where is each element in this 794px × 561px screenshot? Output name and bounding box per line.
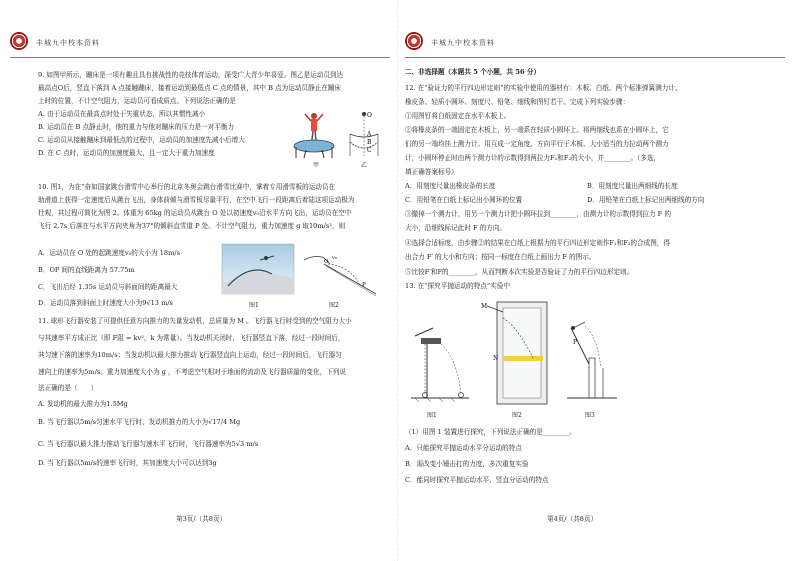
fig2-caption: 图2: [329, 302, 339, 309]
fig-yi-caption: 乙: [361, 162, 368, 169]
left-header-rule: [10, 57, 390, 58]
q10-option-b: B．OP 间的直线距离为 57.75m: [38, 266, 135, 274]
q13-fig1-caption: 图1: [427, 412, 437, 419]
q12-step2-line1: ②将橡皮条的一端固定在木板上，另一端系在轻质小圆环上。将两细线也系在小圆环上，它: [405, 126, 669, 134]
q13-fig2-caption: 图2: [512, 412, 522, 419]
school-logo-icon: [405, 32, 423, 50]
left-header: [10, 32, 390, 54]
school-logo-icon: [10, 32, 28, 50]
fig1-caption: 图1: [249, 302, 259, 309]
label-o: O: [367, 112, 372, 119]
q11-stem-line1: 11. 球形飞行器安装了可提供任意方向推力的矢量发动机，总质量为 M 。飞行器飞行时受到的空气阻力大小: [38, 317, 352, 325]
q12-step3-line1: ③撤掉一个测力计，用另一个测力计把小圆环拉到________，由测力计的示数得到拉力 F 的: [405, 210, 671, 218]
q12-step2-line2: 们的另一端均挂上测力计。用互成一定角度、方向平行于木板、大小适当的力拉动两个测力: [405, 140, 669, 148]
q11-stem-line2: 与其速率平方成正比（即 F阻 = kv²，k 为常量）。当发动机关闭时，飞行器竖直下落，经过一段时间后，: [38, 334, 345, 342]
q12-step3-line2: 大小，沿细线标记此时 F 的方向。: [405, 224, 507, 232]
q9-option-b: B. 运动员在 B 点静止时，他的重力与他对蹦床的压力是一对平衡力: [38, 123, 235, 131]
q9-option-d: D. 在 C 点时，运动员的加速度最大，且一定大于重力加速度: [38, 149, 215, 157]
q12-step2-line4: 填正确答案标号）: [405, 168, 458, 176]
label-a: A: [367, 131, 372, 138]
q9-stem-line1: 9. 如图甲所示，蹦床是一项有趣且具有挑战性的竞技体育运动，深受广大青少年喜爱。图乙是运动员到达: [38, 71, 344, 79]
label-p: P: [362, 282, 366, 288]
q11-option-b: B. 当飞行器以5m/s匀速水平飞行时，发动机推力的大小为√17/4 Mg: [38, 418, 241, 426]
left-header-school: 丰城九中校本资料: [36, 39, 100, 47]
q12-stem-line1: 12. 在“验证力的平行四边形定则”的实验中使用的器材有：木板、白纸、两个标准弹簧测力计、: [405, 84, 682, 92]
label-c: C: [367, 147, 372, 154]
label-o-fig2: O: [324, 259, 329, 265]
q11-stem-line5: 法正确的是（ ）: [38, 384, 98, 392]
q12-step4-line1: ④选择合适标度，由步骤②的结果在白纸上根据力的平行四边形定则作F₁和F₂的合成图，得: [405, 239, 670, 247]
q13-part1: （1）用图 1 装置进行探究，下列说法正确的是________。: [405, 428, 576, 436]
q10-option-d: D．运动员落到斜面上时速度大小为9√13 m/s: [38, 299, 173, 307]
q10-stem-line2: 助滑道上获得一定速度后从跳台飞出，身体前倾与滑雪板尽量平行，在空中飞行一段距离后着陆这项运动极为: [38, 196, 355, 204]
q12-option-c: C．用铅笔在白纸上标记出小圆环的位置: [405, 196, 523, 204]
q12-step2-line3: 计，小圆环停止时由两个测力计的示数得到两拉力F₁和F₂的大小，并________。（多选，: [405, 154, 661, 162]
right-page-footer: 第4页/（共8页）: [547, 515, 598, 523]
q12-step4-line2: 出合力 F′ 的大小和方向；按同一标度在白纸上画出力 F 的图示。: [405, 253, 596, 261]
q11-option-d: D. 当飞行器以5m/s的速率飞行时，其加速度大小可以达到3g: [38, 459, 217, 467]
q13-option-b: B．需改变小锤击打的力度，多次重复实验: [405, 460, 529, 468]
section-title: 二、非选择题（本题共 5 个小题，共 56 分）: [405, 68, 541, 76]
label-n: N: [493, 355, 499, 362]
q11-stem-line3: 其匀速下落的速率为10m/s；当发动机以最大推力推动飞行器竖直向上运动，经过一段时间后，飞行器匀: [38, 351, 342, 359]
label-p-fig3: P: [573, 339, 578, 346]
q12-step5: ⑤比较F′和F的________，从而判断本次实验是否验证了力的平行四边形定则。: [405, 268, 634, 276]
q13-fig3-caption: 图3: [585, 412, 595, 419]
q9-trampoline-figure: [292, 110, 382, 168]
q10-option-c: C．飞出后经 1.35s 运动员与斜面间的距离最大: [38, 283, 178, 291]
q12-option-d: D．用铅笔在白纸上标记出两细线的方向: [587, 196, 705, 204]
q12-option-a: A．用刻度尺量出橡皮条的长度: [405, 182, 496, 190]
q10-ski-jump-figure: [220, 240, 380, 302]
q13-option-c: C．能同时探究平抛运动水平、竖直分运动的特点: [405, 476, 549, 484]
q12-step1: ①用图钉将白纸固定在水平木板上。: [405, 112, 511, 120]
q9-option-c: C. 运动员从接触蹦床到最低点的过程中，运动员的加速度先减小后增大: [38, 136, 245, 144]
label-b: B: [367, 139, 372, 146]
q12-stem-line2: 橡皮条、轻质小圆环、刻度尺、铅笔、细线和图钉若干。完成下列实验步骤：: [405, 98, 630, 106]
q10-option-a: A．运动员在 O 处的起跳速度v₀的大小为 18m/s: [38, 249, 180, 257]
q13-option-a: A．只能探究平抛运动水平分运动的特点: [405, 444, 522, 452]
right-page: [397, 0, 794, 561]
right-header-rule: [405, 57, 785, 58]
q9-stem-line2: 最高点O后，竖直下落到 A 点接触蹦床，接着运动到最低点 C 点的情景，其中 B 点为运动员静止在蹦床: [38, 84, 341, 92]
q11-option-a: A. 发动机的最大推力为1.5Mg: [38, 400, 128, 408]
q9-stem-line3: 上时的位置，不计空气阻力，运动员可看成质点。下列说法正确的是: [38, 97, 236, 105]
q10-stem-line3: 壮观，其过程可简化为图 2。体重为 65kg 的运动员从跳台 O 处以初速度v₀沿水平方向飞出，运动员在空中: [38, 209, 352, 217]
right-header-school: 丰城九中校本资料: [431, 39, 495, 47]
q13-stem: 13. 在“探究平抛运动的特点”实验中: [405, 282, 511, 290]
label-v0: v₀: [332, 255, 337, 261]
q11-option-c: C. 当飞行器以最大推力推动飞行器匀速水平飞行时，飞行器速率为5√3 m/s: [38, 440, 259, 448]
q12-option-b: B．用刻度尺量出两细线的长度: [587, 182, 678, 190]
q13-projectile-figures: [407, 298, 627, 410]
right-header: [405, 32, 785, 54]
left-page-footer: 第3页/（共8页）: [176, 515, 227, 523]
q9-option-a: A. 由于运动员在最高点时处于失重状态，所以其惯性减小: [38, 110, 206, 118]
label-m: M: [481, 303, 488, 310]
q11-stem-line4: 速向上的速率为5m/s。重力加速度大小为 g ，不考虑空气相对于地面的流动及飞行器质量的变化，下列说: [38, 368, 346, 376]
fig-jia-caption: 甲: [313, 162, 320, 169]
q10-stem-line1: 10. 图1，为在“奋如国家跳台滑雪中心举行的北京冬奥会跳台滑雪比赛中，掌着专用滑雪板的运动员在: [38, 183, 336, 191]
q10-stem-line4: 飞行 2.7s 后落在与水平方向夹角为37°的倾斜直雪道 P 处。不计空气阻力，重力加速度 g 取10m/s²，则: [38, 222, 346, 230]
